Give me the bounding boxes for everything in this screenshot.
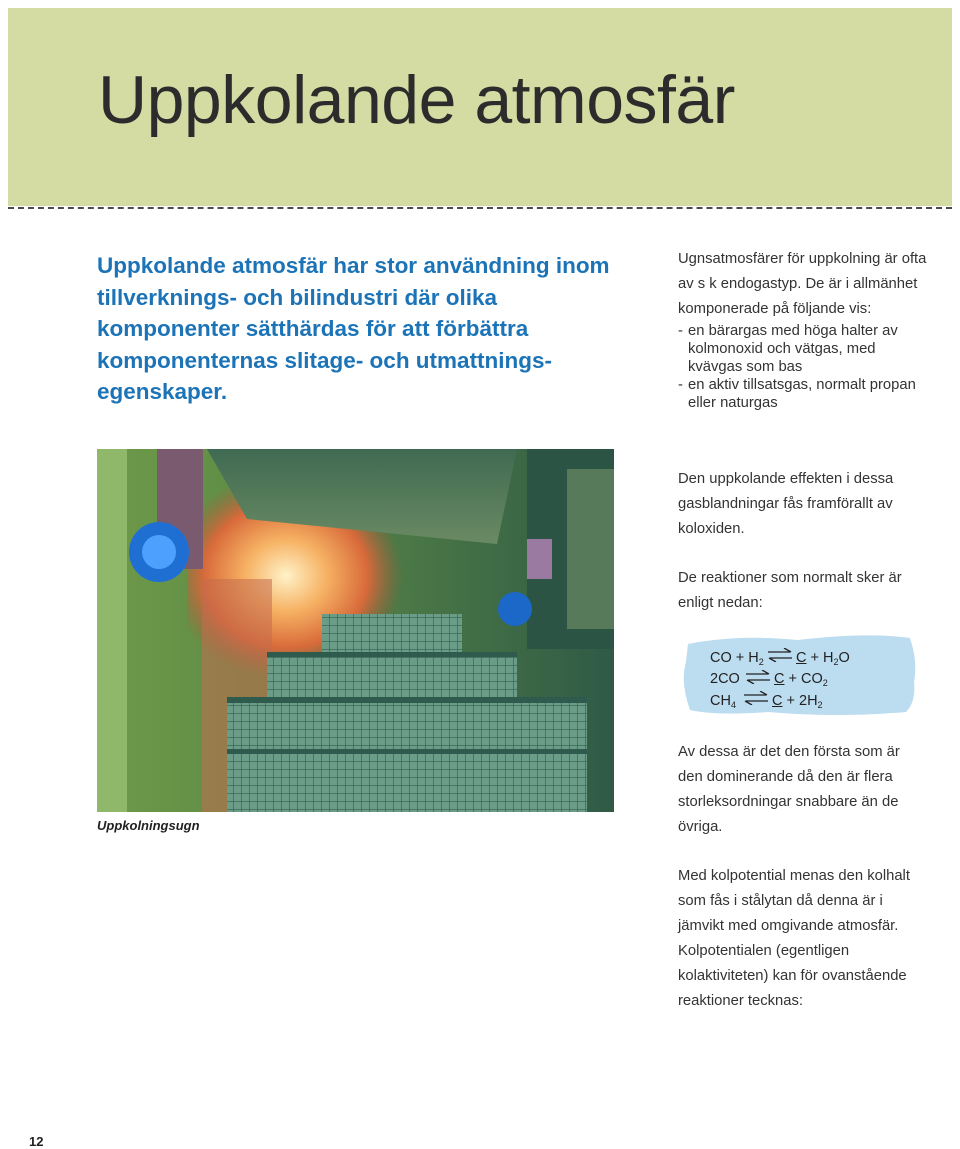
- equilibrium-arrow-icon: [742, 691, 770, 705]
- equation-right: $C + CO_2$: [774, 671, 828, 688]
- bullet-item: [678, 322, 928, 376]
- equilibrium-arrow-icon: [744, 670, 772, 684]
- equation-box: [678, 632, 918, 716]
- equation-row: [774, 671, 828, 688]
- equation-left: 2CO: [710, 671, 740, 687]
- lead-paragraph: Uppkolande atmosfär har stor användning inom tillverknings- och bilindustri där olika komponenter sätthärdas för att förbättra komponenternas slitage- och utmattnings-egenskaper.: [97, 253, 610, 404]
- photo-caption: Uppkolningsugn: [97, 818, 200, 833]
- equation-left: CO + $H_2$: [710, 650, 764, 667]
- page-number: 12: [29, 1134, 44, 1149]
- equation-right: $C + 2H_2$: [772, 693, 823, 710]
- equation-right: $C + H_2O$: [796, 650, 850, 667]
- intro-paragraph: Ugnsatmosfärer för uppkolning är ofta av s k endogastyp. De är i allmänhet komponerade på följande vis:: [678, 251, 927, 317]
- bullet-dash: -: [678, 323, 683, 339]
- furnace-illustration: [97, 449, 614, 812]
- bullet-dash: -: [678, 377, 683, 393]
- bullet-item: [678, 376, 928, 412]
- bullet-text: en bärargas med höga halter av kolmonoxid och vätgas, med kvävgas som bas: [688, 323, 898, 375]
- effect-paragraph: Den uppkolande effekten i dessa gasblandningar fås framförallt av koloxiden.: [678, 471, 894, 537]
- equation-row: [796, 650, 850, 667]
- dominant-paragraph: Av dessa är det den första som är den dominerande då den är flera storleksordningar snabbare än de övriga.: [678, 744, 900, 835]
- equation-row: [710, 671, 740, 687]
- kolpotential-paragraph: Med kolpotential menas den kolhalt som fås i stålytan då denna är i jämvikt med omgivande atmosfär. Kolpotentialen (egentligen kolaktiviteten) kan för ovanstående reaktioner tecknas:: [678, 868, 910, 1009]
- reactions-paragraph: De reaktioner som normalt sker är enligt nedan:: [678, 570, 902, 611]
- bullet-text: en aktiv tillsatsgas, normalt propan eller naturgas: [688, 377, 916, 411]
- equation-row: [710, 693, 736, 710]
- equilibrium-arrow-icon: [766, 648, 794, 662]
- page-title: Uppkolande atmosfär: [98, 62, 735, 138]
- equation-row: [772, 693, 823, 710]
- equation-row: [710, 650, 764, 667]
- dashed-divider: [8, 207, 952, 209]
- furnace-photo: [97, 449, 614, 812]
- equation-left: $CH_4$: [710, 693, 736, 710]
- intro-block: [678, 247, 928, 412]
